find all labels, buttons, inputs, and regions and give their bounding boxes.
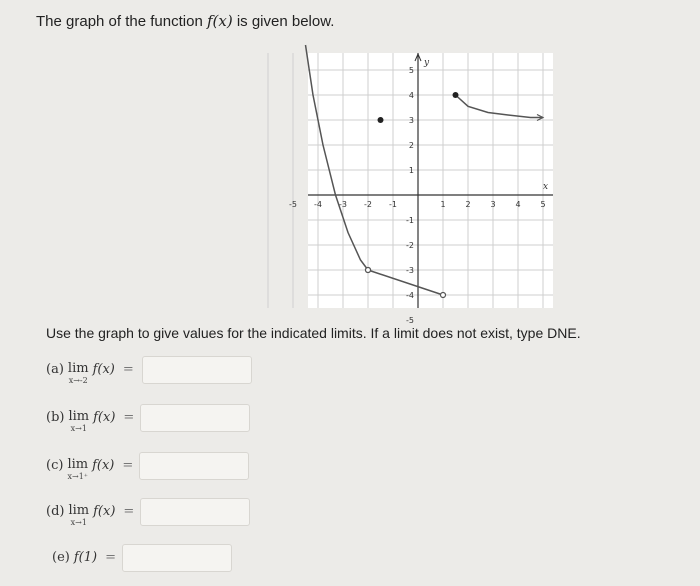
question-b-lim-word: lim	[68, 409, 90, 424]
question-e	[52, 544, 232, 572]
question-a-limit	[68, 362, 89, 385]
x-tick-label: -5	[289, 200, 297, 209]
question-d-equals: =	[123, 504, 135, 519]
question-d-label	[46, 498, 134, 527]
question-b	[46, 404, 250, 433]
y-tick-label: -4	[406, 291, 414, 300]
question-e-label	[52, 544, 116, 565]
question-c-lim-word: lim	[67, 457, 89, 472]
question-d	[46, 498, 250, 527]
x-tick-label: -2	[364, 200, 372, 209]
question-a-lim-sub: x→-2	[68, 376, 88, 385]
question-a-equals: =	[122, 362, 134, 377]
y-tick-label: -2	[406, 241, 414, 250]
question-c-letter: (c)	[46, 458, 64, 473]
question-c-func: f(x)	[92, 458, 115, 473]
question-c-lim-sub: x→1⁺	[67, 472, 89, 481]
question-b-func: f(x)	[93, 410, 116, 425]
question-b-equals: =	[123, 410, 135, 425]
function-graph	[289, 45, 560, 325]
isolated-point	[378, 117, 384, 123]
question-e-letter: (e)	[52, 550, 70, 565]
answer-input-d[interactable]	[140, 498, 250, 526]
question-b-limit	[68, 410, 89, 433]
question-d-lim-word: lim	[68, 503, 90, 518]
question-e-func: f(1)	[73, 550, 98, 565]
instructions: Use the graph to give values for the indicated limits. If a limit does not exist, type DNE.	[46, 325, 581, 341]
question-a-lim-word: lim	[67, 361, 89, 376]
question-a-func: f(x)	[92, 362, 115, 377]
question-c-equals: =	[122, 458, 134, 473]
y-tick-label: 4	[408, 91, 414, 100]
y-tick-label: -3	[406, 266, 414, 275]
question-e-equals: =	[105, 550, 116, 565]
question-a	[46, 356, 252, 385]
x-tick-label: 4	[515, 200, 521, 209]
y-tick-label: 3	[408, 116, 414, 125]
x-tick-label: 2	[465, 200, 471, 209]
y-tick-label: 2	[408, 141, 414, 150]
y-axis-label: y	[424, 58, 430, 68]
question-b-lim-sub: x→1	[70, 424, 87, 433]
open-endpoint	[366, 268, 371, 273]
y-tick-label: 5	[408, 66, 414, 75]
open-endpoint	[441, 293, 446, 298]
x-tick-label: 3	[490, 200, 496, 209]
answer-input-b[interactable]	[140, 404, 250, 432]
question-c	[46, 452, 249, 481]
y-tick-label: -5	[406, 316, 414, 325]
x-axis-label: x	[543, 182, 549, 192]
y-tick-label: 1	[408, 166, 414, 175]
x-tick-label: 1	[440, 200, 446, 209]
answer-input-a[interactable]	[142, 356, 252, 384]
question-d-letter: (d)	[46, 504, 65, 519]
question-c-limit	[67, 458, 88, 481]
question-a-letter: (a)	[46, 362, 64, 377]
problem-intro	[36, 12, 334, 30]
question-d-func: f(x)	[93, 504, 116, 519]
question-b-label	[46, 404, 134, 433]
question-b-letter: (b)	[46, 410, 65, 425]
question-c-label	[46, 452, 133, 481]
intro-text-before: The graph of the function	[36, 13, 207, 30]
question-a-label	[46, 356, 134, 385]
answer-input-e[interactable]	[122, 544, 232, 572]
x-tick-label: -1	[389, 200, 397, 209]
closed-endpoint	[453, 92, 459, 98]
answer-input-c[interactable]	[139, 452, 249, 480]
x-tick-label: -4	[314, 200, 322, 209]
question-d-limit	[68, 504, 89, 527]
x-tick-label: 5	[540, 200, 546, 209]
intro-text-after: is given below.	[232, 13, 335, 30]
x-tick-label: -3	[339, 200, 347, 209]
question-d-lim-sub: x→1	[70, 518, 87, 527]
intro-function: f(x)	[206, 12, 233, 30]
y-tick-label: -1	[406, 216, 414, 225]
